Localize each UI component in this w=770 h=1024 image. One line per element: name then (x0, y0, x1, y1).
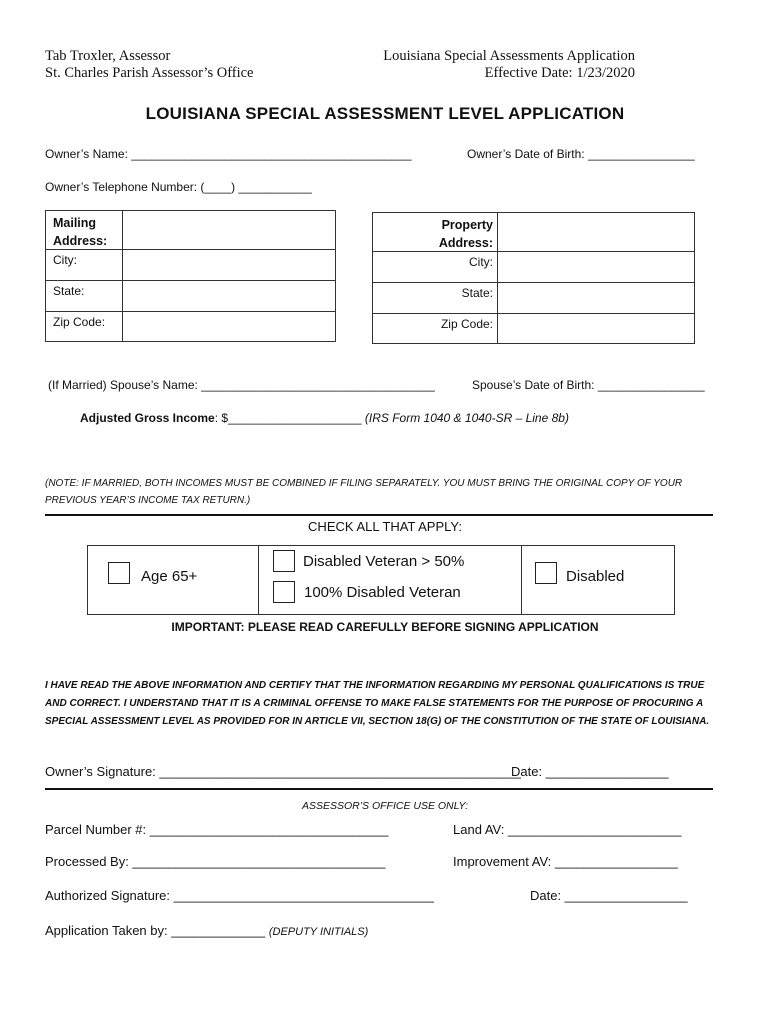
property-state-input[interactable] (498, 283, 695, 313)
divider (45, 514, 713, 516)
certification-text: I HAVE READ THE ABOVE INFORMATION AND CERTIFY THAT THE INFORMATION REGARDING MY PERSONAL QUALIFICATIONS IS TRUE AND CORRECT. I UNDERSTAND THAT IT IS A CRIMINAL OFFENSE TO MAKE FALSE STATEMENTS FOR THE PURPOSE OF PROCURING A SPECIAL ASSESSMENT LEVEL AS PROVIDED FOR IN ARTICLE VII, SECTION 18(G) OF THE CONSTITUTION OF THE STATE OF LOUISIANA. (45, 680, 710, 727)
deputy-initials-note: (DEPUTY INITIALS) (268, 926, 369, 938)
income-note: (NOTE: IF MARRIED, BOTH INCOMES MUST BE COMBINED IF FILING SEPARATELY. YOU MUST BRING THE ORIGINAL COPY OF YOUR PREVIOUS YEAR’S INCOME TAX RETURN.) (45, 478, 683, 506)
owner-dob-field[interactable]: Owner’s Date of Birth: ________________ (467, 147, 695, 161)
disabled-checkbox[interactable] (535, 562, 557, 584)
mailing-address-label: Mailing Address: (53, 216, 108, 248)
land-av-field[interactable]: Land AV: ________________________ (453, 822, 682, 837)
spouse-name-field[interactable]: (If Married) Spouse’s Name: ___________________________________ (48, 378, 435, 392)
mailing-address-table (45, 210, 336, 342)
mailing-city-label: City: (53, 253, 77, 267)
owner-phone-field[interactable]: Owner’s Telephone Number: (____) ___________ (45, 180, 312, 194)
important-heading: IMPORTANT: PLEASE READ CAREFULLY BEFORE SIGNING APPLICATION (171, 620, 599, 634)
authorized-date-field[interactable]: Date: _________________ (530, 888, 688, 903)
signature-date-field[interactable]: Date: _________________ (511, 764, 669, 779)
age-65-label: Age 65+ (141, 568, 198, 585)
property-zip-input[interactable] (498, 314, 695, 344)
application-taken-by-field[interactable] (45, 923, 368, 938)
age-65-checkbox[interactable] (108, 562, 130, 584)
page-title: LOUISIANA SPECIAL ASSESSMENT LEVEL APPLICATION (145, 104, 625, 123)
property-city-input[interactable] (498, 252, 695, 282)
disabled-veteran-50-label: Disabled Veteran > 50% (303, 553, 465, 570)
disabled-label: Disabled (566, 568, 625, 585)
income-input-line[interactable]: : $____________________ (214, 411, 365, 425)
office-use-heading: ASSESSOR’S OFFICE USE ONLY: (301, 800, 469, 812)
effective-date: Effective Date: 1/23/2020 (484, 65, 635, 81)
mailing-zip-label: Zip Code: (53, 315, 106, 329)
disabled-veteran-100-checkbox[interactable] (273, 581, 295, 603)
owner-signature-field[interactable]: Owner’s Signature: __________________________________________________ (45, 764, 521, 779)
property-address-table (372, 212, 695, 344)
property-state-label: State: (461, 286, 493, 300)
mailing-city-input[interactable] (123, 250, 336, 280)
property-zip-label: Zip Code: (440, 317, 493, 331)
processed-by-field[interactable]: Processed By: ___________________________________ (45, 854, 386, 869)
income-irs-note: (IRS Form 1040 & 1040-SR – Line 8b) (364, 411, 569, 425)
taken-by-label: Application Taken by: _____________ (45, 923, 269, 938)
authorized-signature-field[interactable]: Authorized Signature: ____________________________________ (45, 888, 434, 903)
assessor-name: Tab Troxler, Assessor (45, 48, 171, 64)
mailing-zip-input[interactable] (123, 312, 336, 342)
assessor-office: St. Charles Parish Assessor’s Office (45, 65, 254, 81)
property-city-label: City: (469, 255, 493, 269)
disabled-veteran-50-checkbox[interactable] (273, 550, 295, 572)
property-address-input[interactable] (498, 213, 695, 251)
mailing-state-label: State: (53, 284, 85, 298)
parcel-number-field[interactable]: Parcel Number #: _________________________________ (45, 822, 389, 837)
mailing-address-input[interactable] (123, 211, 336, 249)
mailing-state-input[interactable] (123, 281, 336, 311)
income-field[interactable] (80, 411, 569, 425)
improvement-av-field[interactable]: Improvement AV: _________________ (453, 854, 678, 869)
disabled-veteran-100-label: 100% Disabled Veteran (304, 584, 461, 601)
spouse-dob-field[interactable]: Spouse’s Date of Birth: ________________ (472, 378, 705, 392)
income-label: Adjusted Gross Income (80, 411, 215, 425)
check-all-heading: CHECK ALL THAT APPLY: (308, 519, 462, 534)
property-address-label: Property Address: (438, 218, 493, 250)
owner-name-field[interactable]: Owner’s Name: __________________________________________ (45, 147, 412, 161)
application-name: Louisiana Special Assessments Application (383, 48, 635, 64)
divider (45, 788, 713, 790)
